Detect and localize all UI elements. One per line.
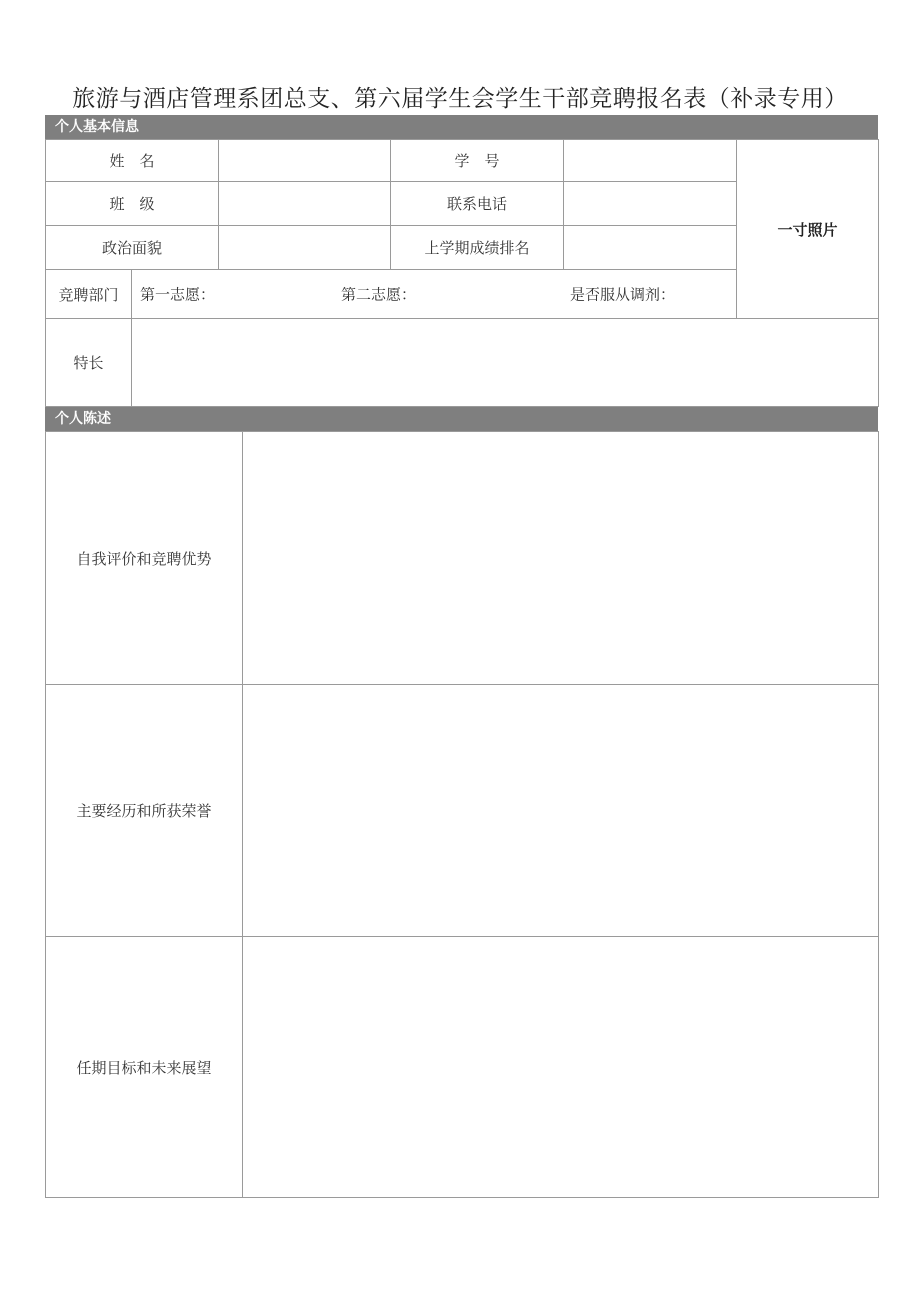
first-choice-label: 第一志愿： xyxy=(140,285,216,304)
page-title: 旅游与酒店管理系团总支、第六届学生会学生干部竞聘报名表（补录专用） xyxy=(72,86,848,112)
application-form xyxy=(45,115,878,1198)
section-header-basic-info: 个人基本信息 xyxy=(45,115,878,139)
class-label: 班 级 xyxy=(46,182,219,226)
political-status-field[interactable] xyxy=(219,226,391,270)
class-field[interactable] xyxy=(219,182,391,226)
department-choices[interactable] xyxy=(132,270,737,319)
self-evaluation-label: 自我评价和竞聘优势 xyxy=(46,432,243,685)
political-status-label: 政治面貌 xyxy=(46,226,219,270)
experience-label: 主要经历和所获荣誉 xyxy=(46,685,243,937)
grade-rank-label: 上学期成绩排名 xyxy=(391,226,564,270)
name-label: 姓 名 xyxy=(46,140,219,182)
goals-field[interactable] xyxy=(243,937,879,1198)
name-field[interactable] xyxy=(219,140,391,182)
second-choice-label: 第二志愿： xyxy=(341,285,417,304)
basic-info-table xyxy=(45,139,879,407)
goals-label: 任期目标和未来展望 xyxy=(46,937,243,1198)
department-label: 竞聘部门 xyxy=(46,270,132,319)
specialty-field[interactable] xyxy=(132,319,879,407)
experience-field[interactable] xyxy=(243,685,879,937)
section-header-statement: 个人陈述 xyxy=(45,407,878,431)
phone-field[interactable] xyxy=(564,182,737,226)
student-id-label: 学 号 xyxy=(391,140,564,182)
self-evaluation-field[interactable] xyxy=(243,432,879,685)
specialty-label: 特长 xyxy=(46,319,132,407)
photo-box[interactable]: 一寸照片 xyxy=(737,140,879,319)
grade-rank-field[interactable] xyxy=(564,226,737,270)
statement-table xyxy=(45,431,879,1198)
adjust-label: 是否服从调剂： xyxy=(570,285,676,304)
student-id-field[interactable] xyxy=(564,140,737,182)
phone-label: 联系电话 xyxy=(391,182,564,226)
